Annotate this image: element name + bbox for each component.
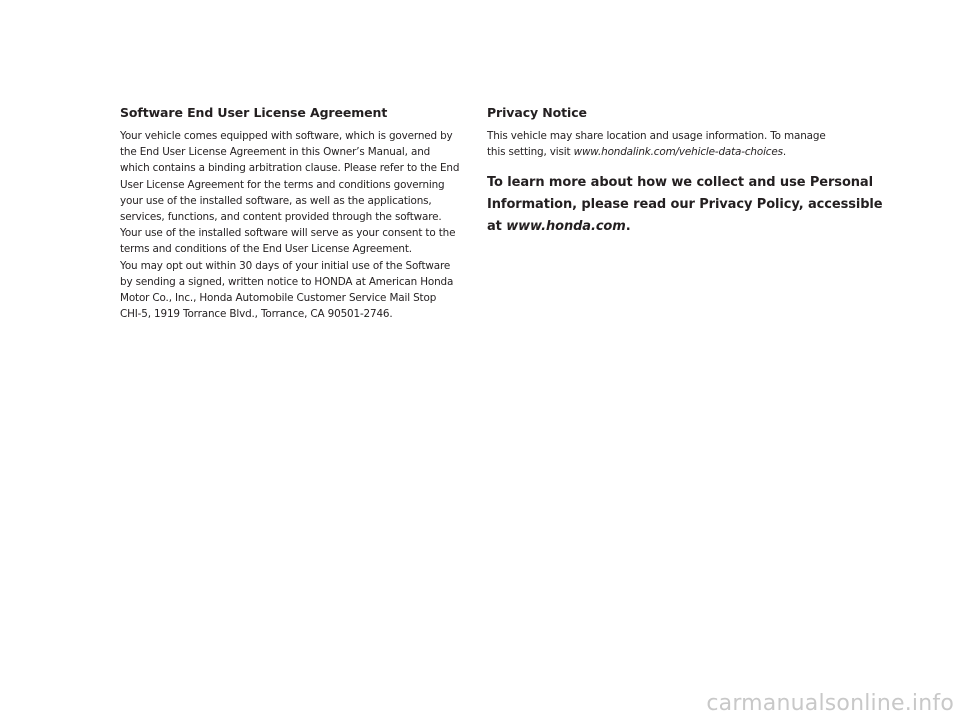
eula-section bbox=[120, 104, 470, 322]
eula-line: your use of the installed software, as well as the applications, bbox=[120, 194, 432, 207]
privacy-line: This vehicle may share location and usage information. To manage bbox=[487, 130, 826, 142]
privacy-body bbox=[487, 128, 837, 160]
eula-line: Motor Co., Inc., Honda Automobile Customer Service Mail Stop bbox=[120, 292, 437, 305]
hondalink-url[interactable]: www.hondalink.com/vehicle-data-choices bbox=[573, 146, 783, 159]
eula-line: Your vehicle comes equipped with software, which is governed by bbox=[120, 130, 453, 142]
privacy-line-text: this setting, visit bbox=[487, 146, 574, 159]
privacy-lead bbox=[487, 172, 883, 238]
eula-line: the End User License Agreement in this Owner’s Manual, and bbox=[120, 146, 431, 159]
lead-line: To learn more about how we collect and use Personal bbox=[487, 175, 873, 191]
eula-line: CHI-5, 1919 Torrance Blvd., Torrance, CA 90501-2746. bbox=[120, 308, 393, 321]
eula-line: terms and conditions of the End User License Agreement. bbox=[120, 243, 412, 256]
watermark: carmanualsonline.info bbox=[706, 691, 954, 716]
eula-line: which contains a binding arbitration clause. Please refer to the End bbox=[120, 162, 460, 175]
eula-line: Your use of the installed software will serve as your consent to the bbox=[120, 227, 456, 240]
privacy-section bbox=[487, 104, 883, 238]
eula-title: Software End User License Agreement bbox=[120, 105, 388, 120]
eula-line: User License Agreement for the terms and conditions governing bbox=[120, 178, 445, 191]
lead-line: Information, please read our Privacy Policy, accessible bbox=[487, 197, 883, 213]
eula-line: by sending a signed, written notice to HONDA at American Honda bbox=[120, 275, 454, 288]
honda-url[interactable]: www.honda.com bbox=[506, 219, 626, 235]
eula-body bbox=[120, 128, 470, 322]
lead-line-punct: . bbox=[625, 219, 631, 235]
privacy-line bbox=[487, 144, 837, 160]
lead-line bbox=[487, 216, 837, 238]
privacy-title: Privacy Notice bbox=[487, 105, 587, 120]
eula-line: services, functions, and content provided through the software. bbox=[120, 211, 442, 224]
eula-line: You may opt out within 30 days of your initial use of the Software bbox=[120, 259, 451, 272]
lead-line-text: at bbox=[487, 219, 507, 235]
privacy-line-punct: . bbox=[782, 146, 787, 159]
